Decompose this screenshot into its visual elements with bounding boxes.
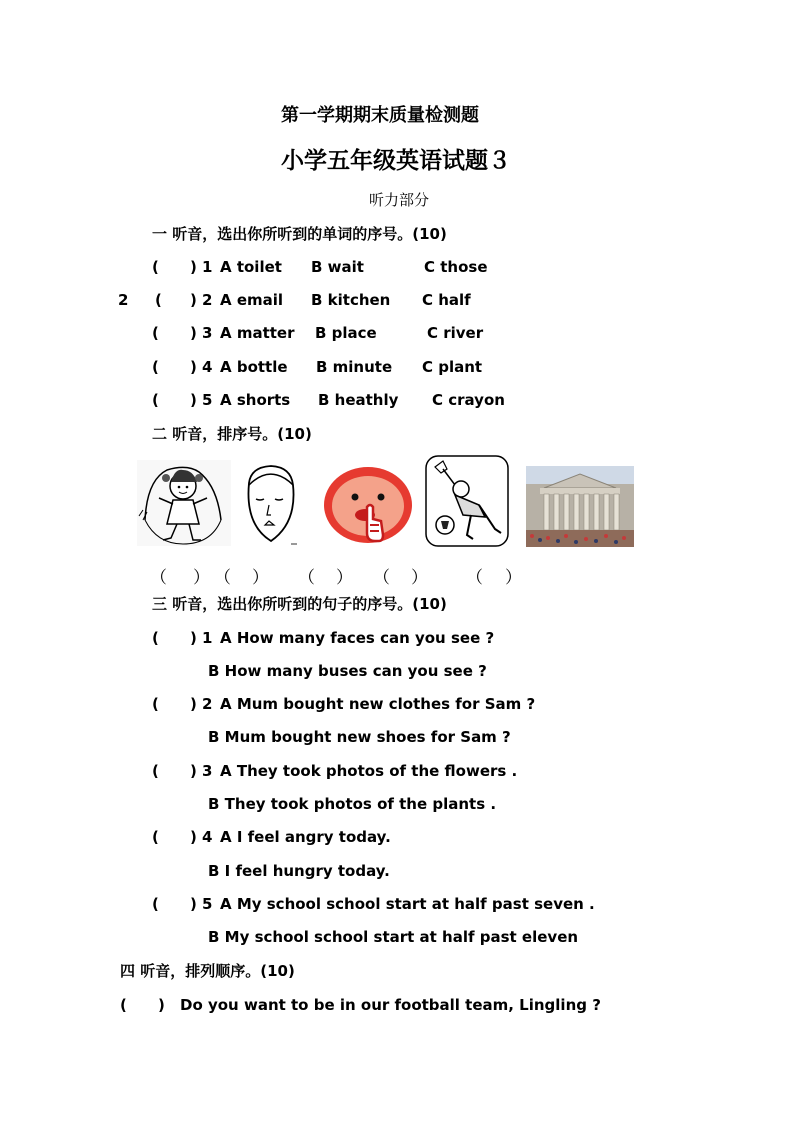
margin-number: 2 xyxy=(118,291,129,309)
blank-open-paren: （ xyxy=(298,568,315,588)
open-paren: ( xyxy=(152,695,159,713)
option-a: A toilet xyxy=(220,258,282,276)
option-c: C half xyxy=(422,291,471,309)
open-paren: ( xyxy=(152,762,159,780)
item-number: 2 xyxy=(202,695,213,713)
blank-open-paren: （ xyxy=(466,568,483,588)
option-b: B Mum bought new shoes for Sam ? xyxy=(208,728,511,746)
open-paren: ( xyxy=(120,996,127,1014)
option-c: C those xyxy=(424,258,488,276)
option-b: B place xyxy=(315,324,377,342)
option-a: A I feel angry today. xyxy=(220,828,391,846)
item-number: 5 xyxy=(202,391,213,409)
blank-open-paren: （ xyxy=(373,568,390,588)
open-paren: ( xyxy=(155,291,162,309)
close-paren: ) xyxy=(190,258,197,276)
close-paren: ) xyxy=(190,895,197,913)
item-number: 3 xyxy=(202,762,213,780)
shush-face-picture xyxy=(321,463,415,549)
museum-building-picture xyxy=(526,466,634,547)
option-a: A shorts xyxy=(220,391,291,409)
option-c: C river xyxy=(427,324,484,342)
close-paren: ) xyxy=(190,324,197,342)
section2-title: 二 听音，排序号。(10) xyxy=(152,425,312,443)
option-a: A They took photos of the flowers . xyxy=(220,762,518,780)
exam-title: 小学五年级英语试题３ xyxy=(281,147,511,174)
close-paren: ) xyxy=(190,828,197,846)
close-paren: ) xyxy=(190,291,197,309)
open-paren: ( xyxy=(152,629,159,647)
section4-item: Do you want to be in our football team, Lingling ? xyxy=(180,996,601,1014)
item-number: 2 xyxy=(202,291,213,309)
close-paren: ) xyxy=(190,391,197,409)
blank-close-paren: ） xyxy=(505,568,522,588)
girl-jumping-rope-picture xyxy=(137,460,231,546)
option-b: B minute xyxy=(316,358,393,376)
option-c: C crayon xyxy=(432,391,505,409)
blank-close-paren: ） xyxy=(193,568,210,588)
section-heading-listening: 听力部分 xyxy=(369,191,430,209)
option-a: A matter xyxy=(220,324,295,342)
option-b: B wait xyxy=(311,258,364,276)
option-b: B They took photos of the plants . xyxy=(208,795,497,813)
close-paren: ) xyxy=(190,762,197,780)
section1-title: 一 听音，选出你所听到的单词的序号。(10) xyxy=(152,225,447,243)
section4-title: 四 听音，排列顺序。(10) xyxy=(120,962,295,980)
open-paren: ( xyxy=(152,258,159,276)
option-a: A email xyxy=(220,291,284,309)
option-a: A My school school start at half past seven . xyxy=(220,895,595,913)
item-number: 4 xyxy=(202,358,213,376)
close-paren: ) xyxy=(190,695,197,713)
blank-open-paren: （ xyxy=(214,568,231,588)
option-b: B kitchen xyxy=(311,291,391,309)
option-b: B heathly xyxy=(318,391,399,409)
item-number: 1 xyxy=(202,629,213,647)
item-number: 3 xyxy=(202,324,213,342)
item-number: 1 xyxy=(202,258,213,276)
close-paren: ) xyxy=(190,629,197,647)
section3-title: 三 听音，选出你所听到的句子的序号。(10) xyxy=(152,595,447,613)
option-b: B How many buses can you see ? xyxy=(208,662,487,680)
goalkeeper-picture xyxy=(425,455,509,547)
option-b: B I feel hungry today. xyxy=(208,862,390,880)
option-b: B My school school start at half past eleven xyxy=(208,928,579,946)
open-paren: ( xyxy=(152,391,159,409)
open-paren: ( xyxy=(152,324,159,342)
open-paren: ( xyxy=(152,895,159,913)
option-a: A Mum bought new clothes for Sam ? xyxy=(220,695,536,713)
blank-open-paren: （ xyxy=(150,568,167,588)
item-number: 4 xyxy=(202,828,213,846)
exam-header: 第一学期期末质量检测题 xyxy=(281,105,479,126)
face-drawing-picture xyxy=(241,463,299,547)
close-paren: ) xyxy=(158,996,165,1014)
option-c: C plant xyxy=(422,358,483,376)
option-a: A bottle xyxy=(220,358,288,376)
blank-close-paren: ） xyxy=(411,568,428,588)
blank-close-paren: ） xyxy=(252,568,269,588)
open-paren: ( xyxy=(152,358,159,376)
blank-close-paren: ） xyxy=(336,568,353,588)
item-number: 5 xyxy=(202,895,213,913)
open-paren: ( xyxy=(152,828,159,846)
option-a: A How many faces can you see ? xyxy=(220,629,495,647)
close-paren: ) xyxy=(190,358,197,376)
